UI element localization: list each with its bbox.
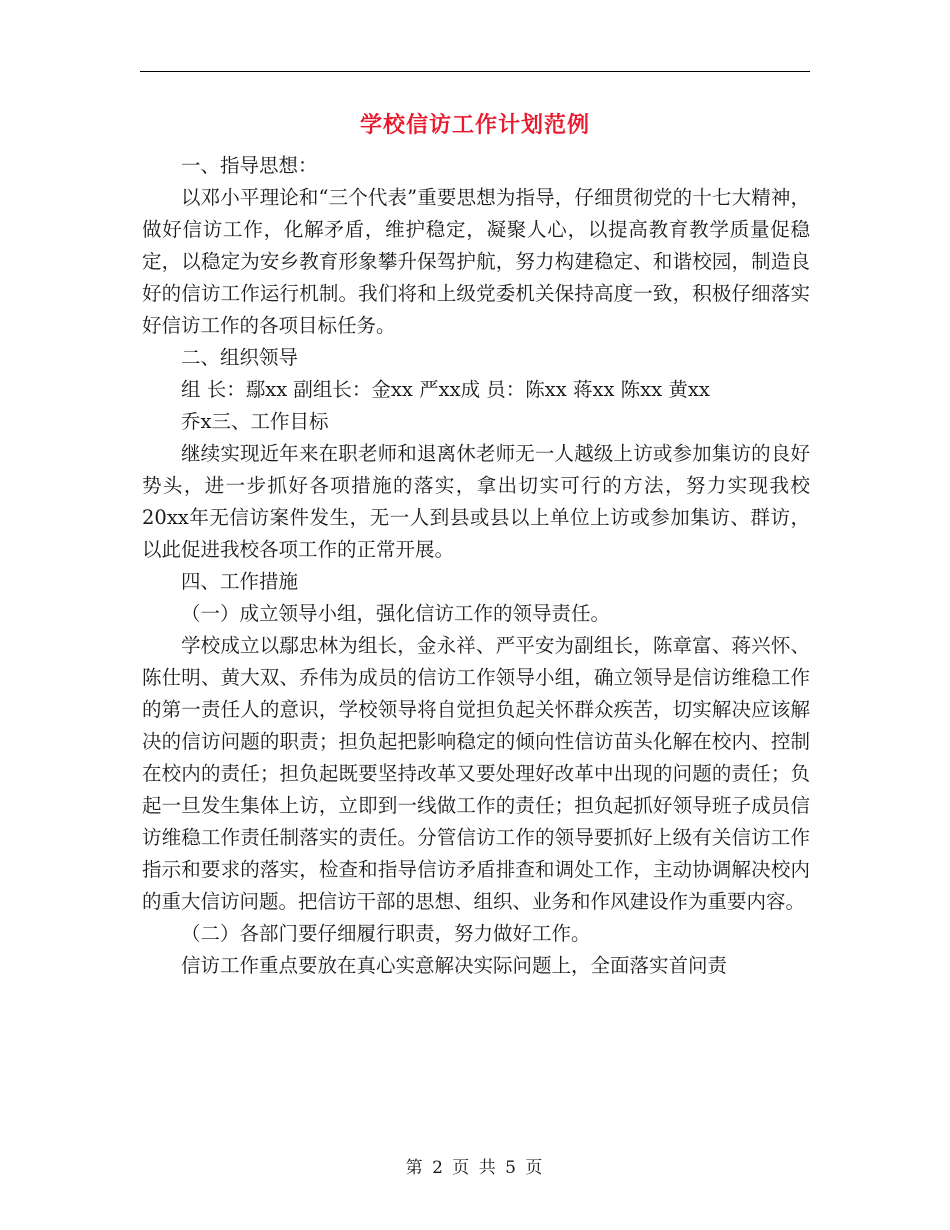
header-rule (140, 71, 810, 72)
paragraph-members: 组 长：鄢xx 副组长：金xx 严xx成 员：陈xx 蒋xx 陈xx 黄xx (181, 378, 710, 401)
section-heading-work-goals: 乔x三、工作目标 (181, 410, 329, 433)
paragraph-guiding-thought: 以邓小平理论和“三个代表”重要思想为指导，仔细贯彻党的十七大精神，做好信访工作，化解矛盾，维护稳定，凝聚人心，以提高教育教学质量促稳定，以稳定为安乡教育形象攀升保驾护航，努力构建稳定、和谐校园，制造良好的信访工作运行机制。我们将和上级党委机关保持高度一致，积极仔细落实好信访工作的各项目标任务。 (142, 186, 810, 337)
paragraph-work-goals: 继续实现近年来在职老师和退离休老师无一人越级上访或参加集访的良好势头，进一步抓好各项措施的落实，拿出切实可行的方法，努力实现我校20xx年无信访案件发生，无一人到县或县以上单位上访或参加集访、群访，以此促进我校各项工作的正常开展。 (142, 442, 810, 561)
paragraph-measure-1: 学校成立以鄢忠林为组长，金永祥、严平安为副组长，陈章富、蒋兴怀、陈仕明、黄大双、乔伟为成员的信访工作领导小组，确立领导是信访维稳工作的第一责任人的意识，学校领导将自觉担负起关怀群众疾苦，切实解决应该解决的信访问题的职责；担负起把影响稳定的倾向性信访苗头化解在校内、控制在校内的责任；担负起既要坚持改革又要处理好改革中出现的问题的责任；负起一旦发生集体上访，立即到一线做工作的责任；担负起抓好领导班子成员信访维稳工作责任制落实的责任。分管信访工作的领导要抓好上级有关信访工作指示和要求的落实，检查和指导信访矛盾排查和调处工作，主动协调解决校内的重大信访问题。把信访干部的思想、组织、业务和作风建设作为重要内容。 (142, 634, 810, 913)
subheading-measure-2: （二）各部门要仔细履行职责，努力做好工作。 (181, 922, 591, 945)
section-heading-guiding-thought: 一、指导思想： (181, 154, 318, 177)
document-body (142, 150, 810, 982)
section-heading-organization: 二、组织领导 (181, 346, 299, 369)
subheading-measure-1: （一）成立领导小组，强化信访工作的领导责任。 (181, 602, 611, 625)
document-title: 学校信访工作计划范例 (359, 112, 590, 138)
page-number: 第 2 页 共 5 页 (405, 1158, 545, 1178)
paragraph-measure-2: 信访工作重点要放在真心实意解决实际问题上，全面落实首问责 (181, 954, 728, 977)
section-heading-work-measures: 四、工作措施 (181, 570, 299, 593)
